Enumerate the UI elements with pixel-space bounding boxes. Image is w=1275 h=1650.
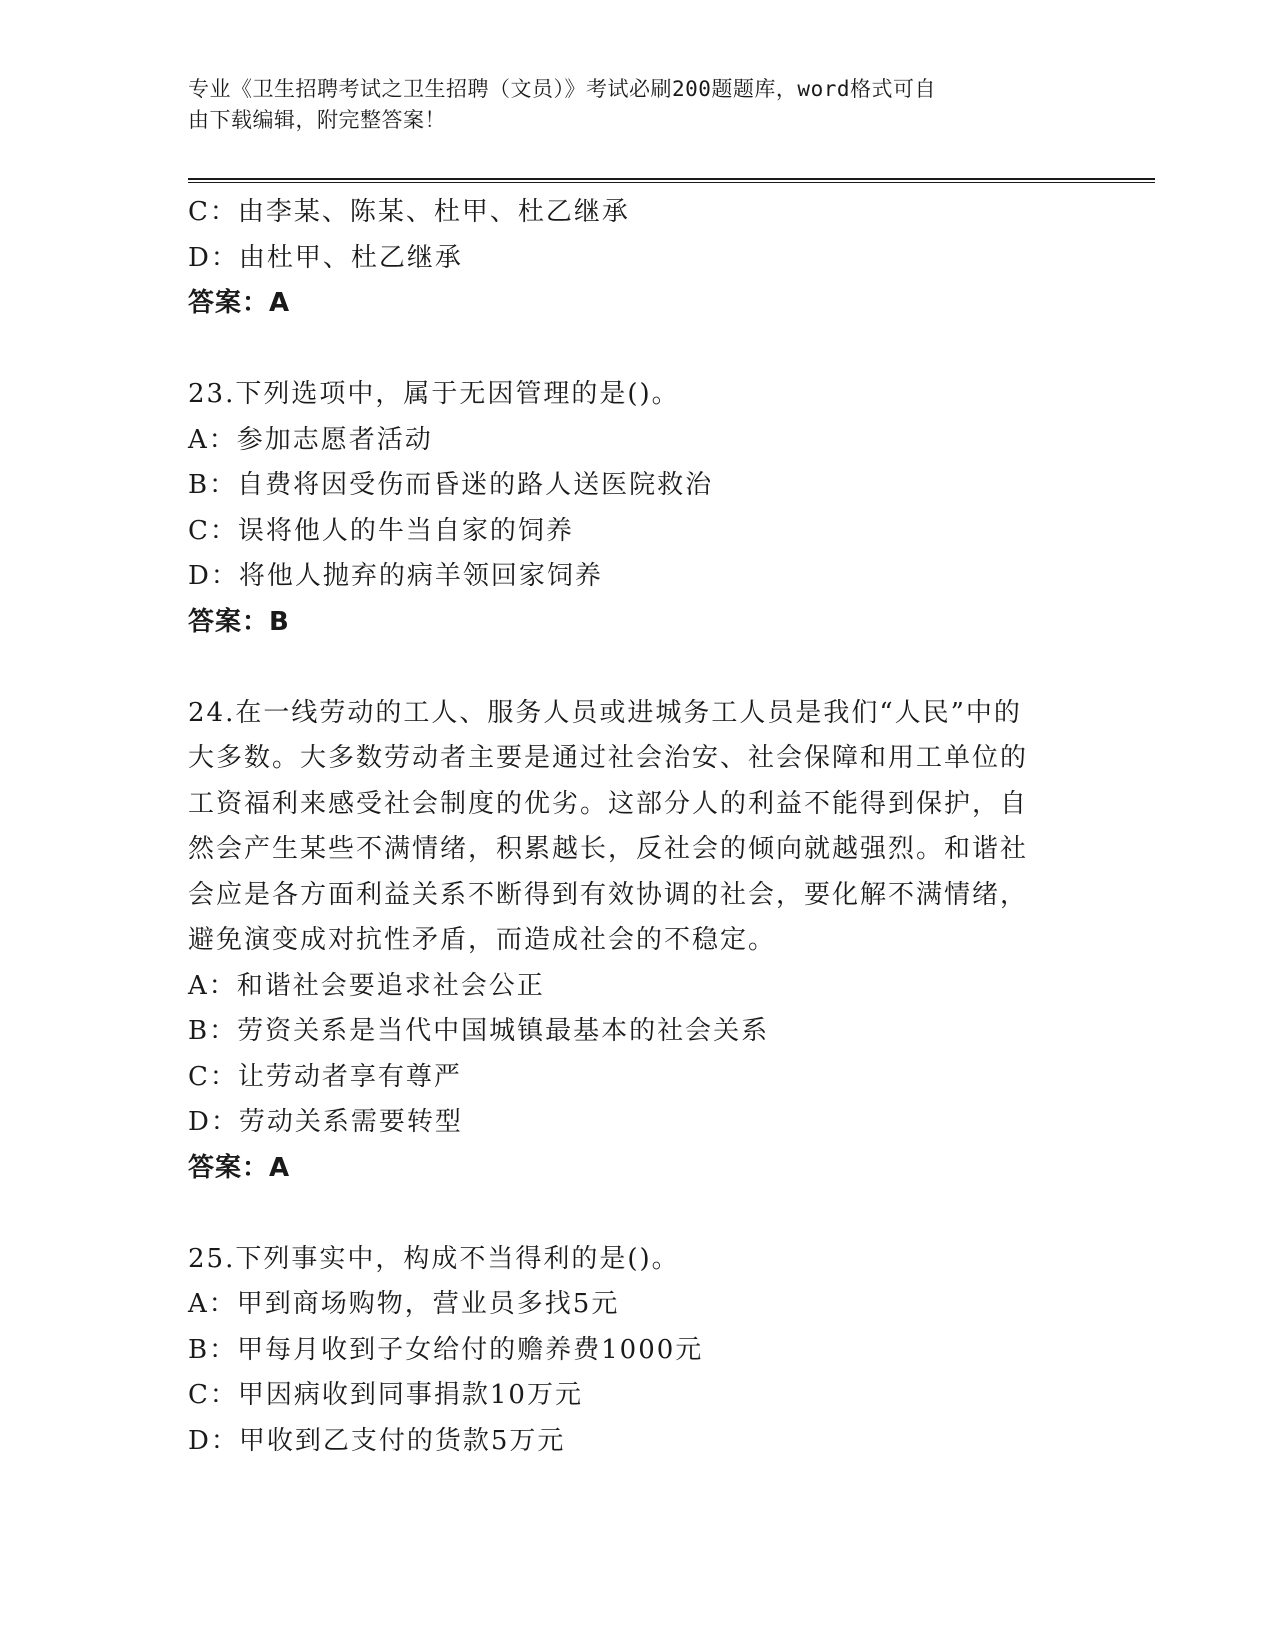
option-b: B：自费将因受伤而昏迷的路人送医院救治 [188,470,714,500]
option-d: D：甲收到乙支付的货款5万元 [188,1425,566,1456]
spacer [188,645,1088,691]
option-b: B：甲每月收到子女给付的赡养费1000元 [188,1334,704,1365]
question-list [188,190,1088,1464]
option-b: B：劳资关系是当代中国城镇最基本的社会关系 [188,1016,770,1046]
document-header [188,74,1068,136]
option-d: D：将他人抛弃的病羊领回家饲养 [188,561,603,591]
question-stem: 23.下列选项中，属于无因管理的是()。 [188,379,680,409]
question-stem-line: 大多数。大多数劳动者主要是通过社会治安、社会保障和用工单位的 [188,743,1029,773]
answer-line: 答案：B [188,606,290,637]
option-d: D：由杜甲、杜乙继承 [188,242,463,273]
question-24 [188,691,1088,1192]
question-stem-line: 会应是各方面利益关系不断得到有效协调的社会，要化解不满情绪， [188,879,1029,910]
question-22-partial [188,190,1088,327]
question-stem-line: 然会产生某些不满情绪，积累越长，反社会的倾向就越强烈。和谐社 [188,834,1029,864]
question-25 [188,1237,1088,1465]
spacer [188,1191,1088,1237]
option-a: A：参加志愿者活动 [188,424,433,455]
spacer [188,327,1088,373]
option-a: A：甲到商场购物，营业员多找5元 [188,1289,620,1319]
answer-line: 答案：A [188,1152,291,1183]
option-a: A：和谐社会要追求社会公正 [188,970,545,1001]
question-stem: 25.下列事实中，构成不当得利的是()。 [188,1243,680,1274]
header-rule-thin [188,182,1155,183]
question-stem-line: 24.在一线劳动的工人、服务人员或进城务工人员是我们“人民”中的 [188,697,1022,728]
option-d: D：劳动关系需要转型 [188,1107,463,1137]
header-line-2: 由下载编辑，附完整答案！ [188,108,446,132]
header-rule-thick [188,178,1155,180]
option-c: C：让劳动者享有尊严 [188,1061,462,1092]
answer-line: 答案：A [188,288,291,318]
option-c: C：甲因病收到同事捐款10万元 [188,1380,583,1410]
header-line-1: 专业《卫生招聘考试之卫生招聘（文员）》考试必刷200题题库，word格式可自 [188,77,936,101]
question-stem-line: 工资福利来感受社会制度的优劣。这部分人的利益不能得到保护，自 [188,788,1029,819]
option-c: C：误将他人的牛当自家的饲养 [188,515,574,546]
question-23 [188,372,1088,645]
question-stem-line: 避免演变成对抗性矛盾，而造成社会的不稳定。 [188,925,777,955]
option-c: C：由李某、陈某、杜甲、杜乙继承 [188,197,630,227]
